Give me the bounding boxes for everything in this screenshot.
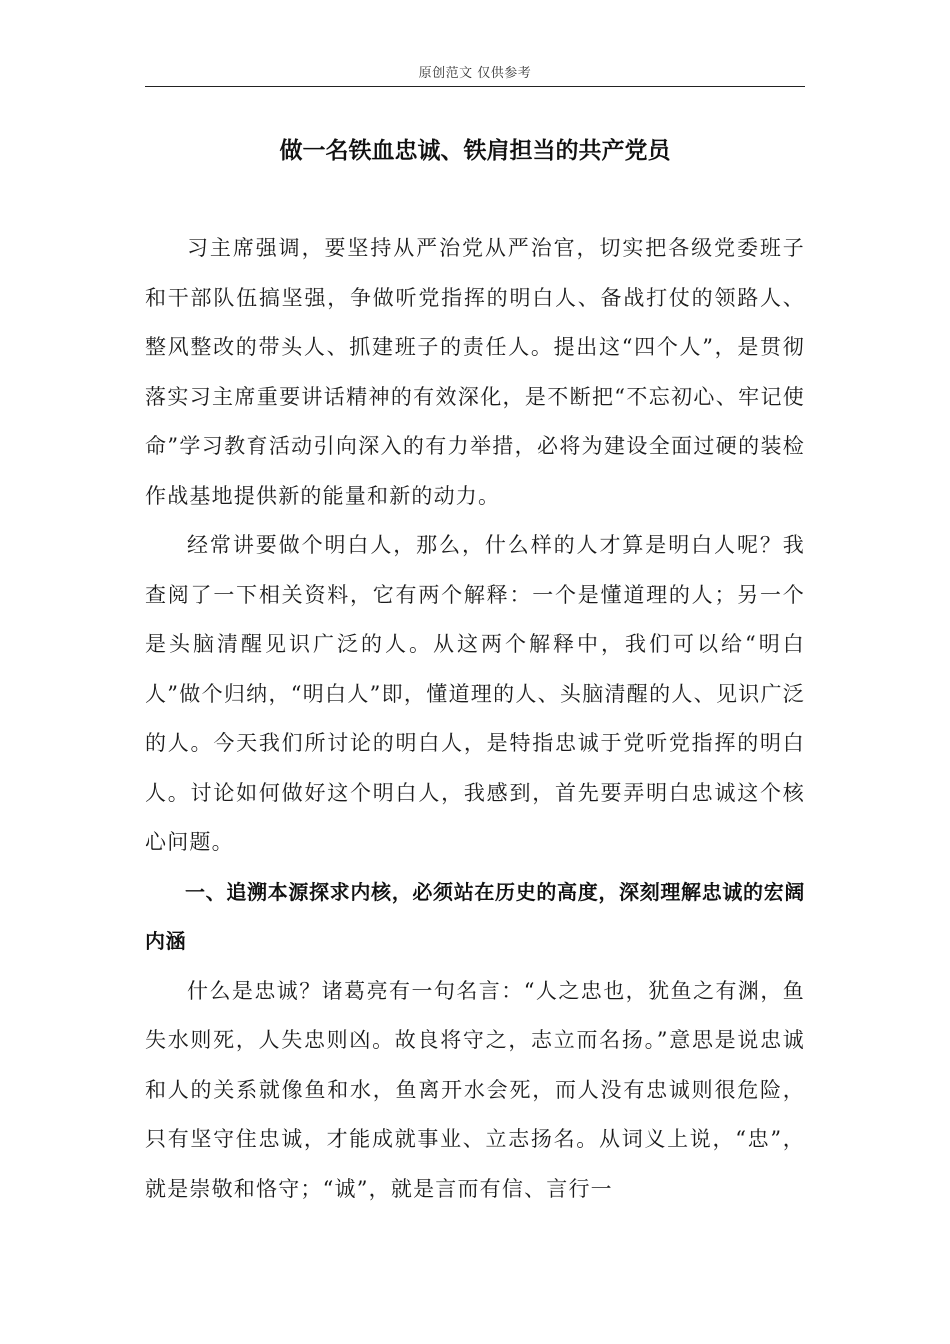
page-header — [145, 62, 805, 87]
section-heading-1: 一、追溯本源探求内核，必须站在历史的高度，深刻理解忠诚的宏阔内涵 — [145, 879, 805, 953]
paragraph-understanding: 经常讲要做个明白人，那么，什么样的人才算是明白人呢？我查阅了一下相关资料，它有两个解释：一个是懂道理的人；另一个是头脑清醒见识广泛的人。从这两个解释中，我们可以给“明白人”做个归纳，“明白人”即，懂道理的人、头脑清醒的人、见识广泛的人。今天我们所讨论的明白人，是特指忠诚于党听党指挥的明白人。讨论如何做好这个明白人，我感到，首先要弄明白忠诚这个核心问题。 — [145, 533, 805, 854]
paragraph-loyalty: 什么是忠诚？诸葛亮有一句名言：“人之忠也，犹鱼之有渊，鱼失水则死，人失忠则凶。故良将守之，志立而名扬。”意思是说忠诚和人的关系就像鱼和水，鱼离开水会死，而人没有忠诚则很危险，只有坚守住忠诚，才能成就事业、立志扬名。从词义上说，“忠”，就是崇敬和恪守；“诚”，就是言而有信、言行一 — [145, 978, 805, 1201]
document-title: 做一名铁血忠诚、铁肩担当的共产党员 — [279, 138, 671, 164]
document-body — [145, 224, 805, 1214]
header-text: 原创范文 仅供参考 — [418, 66, 532, 81]
paragraph-intro: 习主席强调，要坚持从严治党从严治官，切实把各级党委班子和干部队伍搞坚强，争做听党指挥的明白人、备战打仗的领路人、整风整改的带头人、抓建班子的责任人。提出这“四个人”，是贯彻落实习主席重要讲话精神的有效深化，是不断把“不忘初心、牢记使命”学习教育活动引向深入的有力举措，必将为建设全面过硬的装检作战基地提供新的能量和新的动力。 — [145, 236, 805, 508]
